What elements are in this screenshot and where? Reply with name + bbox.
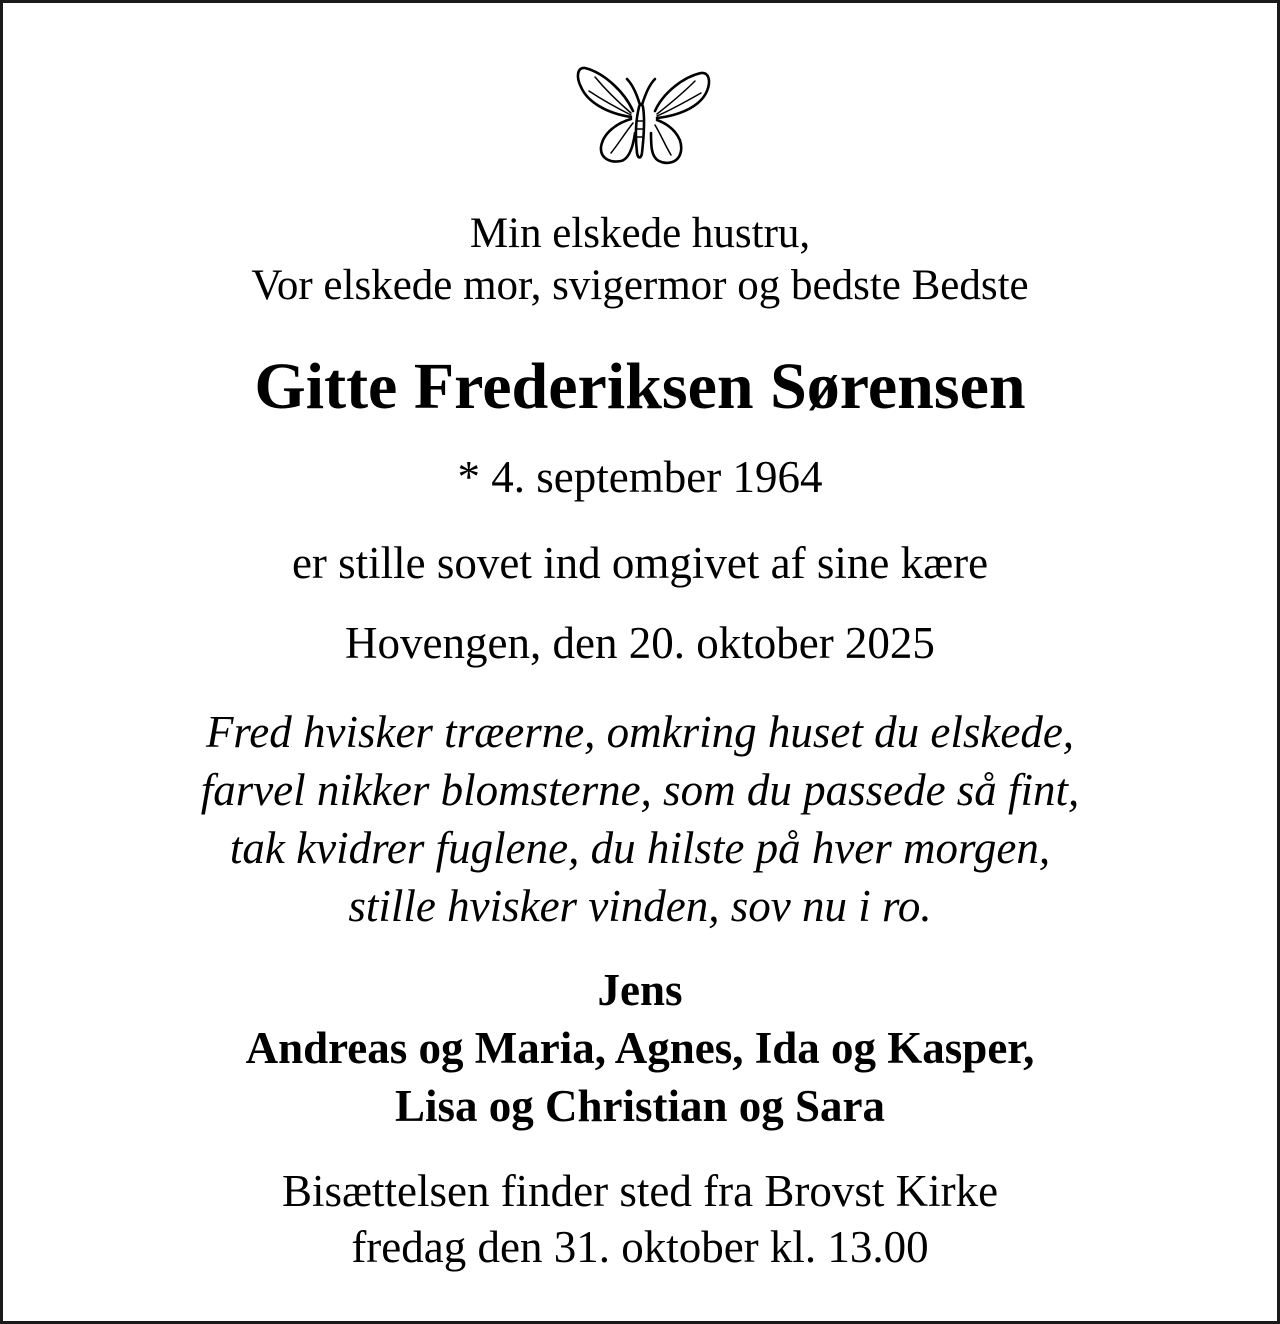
butterfly-icon — [575, 63, 713, 173]
poem-line: Fred hvisker træerne, omkring huset du elskede, — [205, 707, 1075, 757]
poem — [3, 703, 1277, 935]
passing-statement: er stille sovet ind omgivet af sine kære — [291, 538, 989, 588]
intro-line: Vor elskede mor, svigermor og bedste Bedste — [251, 262, 1029, 309]
birth-date: * 4. september 1964 — [457, 452, 823, 502]
family-line: Lisa og Christian og Sara — [394, 1081, 886, 1131]
place-and-date: Hovengen, den 20. oktober 2025 — [345, 618, 935, 668]
ceremony-line: Bisættelsen finder sted fra Brovst Kirke — [281, 1166, 999, 1216]
intro-line: Min elskede hustru, — [469, 210, 811, 257]
ceremony-details — [3, 1163, 1277, 1275]
intro-text — [3, 208, 1277, 312]
poem-line: tak kvidrer fuglene, du hilste på hver morgen, — [229, 823, 1051, 873]
poem-line: stille hvisker vinden, sov nu i ro. — [348, 881, 932, 931]
ceremony-line: fredag den 31. oktober kl. 13.00 — [351, 1222, 929, 1272]
poem-line: farvel nikker blomsterne, som du passede så fint, — [200, 765, 1080, 815]
deceased-name: Gitte Frederiksen Sørensen — [254, 350, 1026, 423]
family-line: Jens — [597, 965, 683, 1015]
family-signatures — [3, 961, 1277, 1135]
family-line: Andreas og Maria, Agnes, Ida og Kasper, — [245, 1023, 1035, 1073]
